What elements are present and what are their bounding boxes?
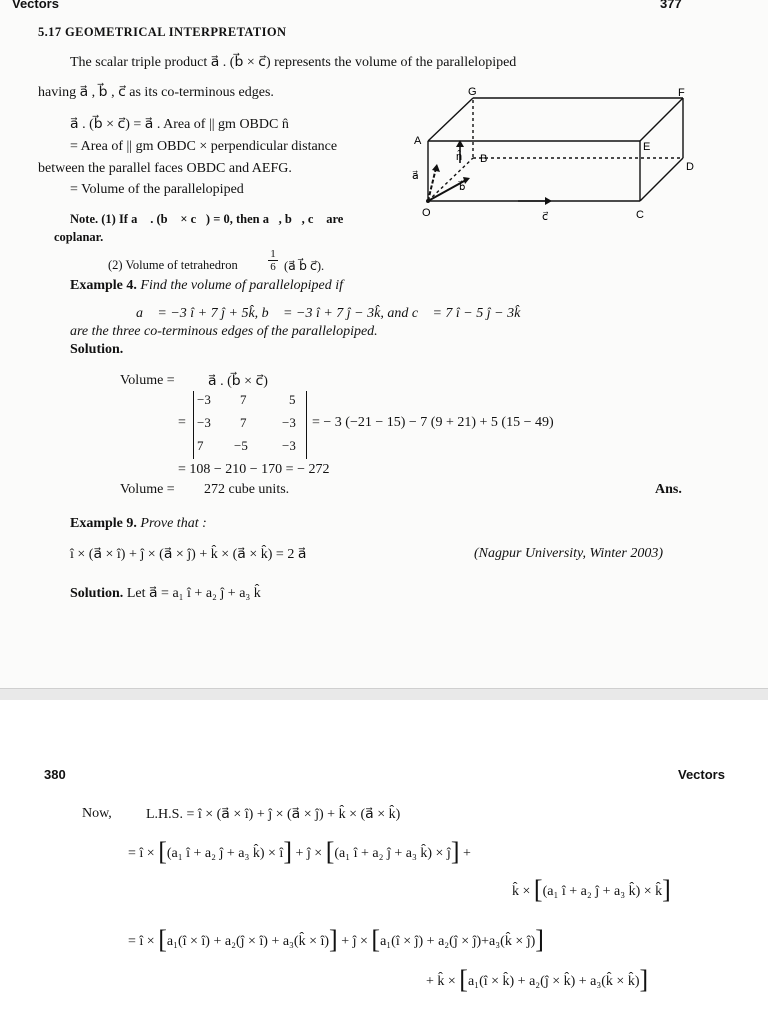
solution-2-label: Solution. <box>70 586 124 601</box>
label-c: c⃗ <box>542 211 549 223</box>
line-5-part: + k̂ × <box>426 974 456 989</box>
matrix-cell: −5 <box>234 438 248 453</box>
result-line: = 108 − 210 − 170 = − 272 <box>178 462 330 477</box>
matrix-cell: −3 <box>282 415 296 430</box>
example-9-source: (Nagpur University, Winter 2003) <box>474 546 663 561</box>
vector-c-arrowhead <box>545 197 552 205</box>
determinant-expansion: = − 3 (−21 − 15) − 7 (9 + 21) + 5 (15 − 49) <box>312 415 554 430</box>
answer-mark: Ans. <box>655 482 682 497</box>
label-O: O <box>422 207 431 219</box>
volume-final-value: 272 cube units. <box>204 482 290 497</box>
line-2-bracket-1: (a₁ î + a₂ ĵ + a₃ k̂) × î <box>166 846 284 861</box>
parallelopiped-diagram <box>408 86 708 226</box>
determinant-equals: = <box>178 415 186 430</box>
line-3-part: k̂ × <box>512 884 531 899</box>
matrix-cell: 5 <box>289 392 296 407</box>
example-4-vectors: a⃗ = −3 î + 7 ĵ + 5k̂, b⃗ = −3 î + 7 ĵ − 3k̂, and c⃗ = 7 î − 5 ĵ − 3k̂ <box>136 306 521 321</box>
volume-expression: a⃗ . (b⃗ × c⃗) <box>208 374 268 389</box>
example-9-heading <box>70 516 207 532</box>
line-2-part-1: = î × <box>128 846 155 861</box>
expansion-line-5: + k̂ × [a₁(î × k̂) + a₂(ĵ × k̂) + a₃(k̂ × k̂)] <box>426 965 649 994</box>
note-line-1: Note. (1) If a⃗ . (b⃗ × c⃗) = 0, then a⃗, b⃗, c⃗ are <box>70 212 344 226</box>
label-F: F <box>678 87 685 99</box>
line-4-part-1: = î × <box>128 934 155 949</box>
vector-a-arrowhead <box>432 164 440 172</box>
edge-CD <box>640 158 683 201</box>
section-title: 5.17 GEOMETRICAL INTERPRETATION <box>38 25 287 39</box>
example-9-label: Example 9. <box>70 516 137 531</box>
solution-2-line <box>70 585 261 602</box>
solution-label: Solution. <box>70 342 124 357</box>
label-G: G <box>468 86 477 98</box>
label-A: A <box>414 135 422 147</box>
line-4-part-2: + ĵ × <box>341 934 368 949</box>
example-9-text: Prove that : <box>140 516 207 531</box>
example-4-label: Example 4. <box>70 278 137 293</box>
matrix-cell: 7 <box>240 415 247 430</box>
vector-a <box>428 168 436 201</box>
page-number: 377 <box>660 0 682 11</box>
label-n: n̂ <box>456 151 463 163</box>
expansion-line-4: = î × [a₁(î × î) + a₂(ĵ × î) + a₃(k̂ × î)] + ĵ × [a₁(î × ĵ) + a₂(ĵ × ĵ)+a₃(k̂ × ĵ)] <box>128 925 544 954</box>
line-2-part-2: + ĵ × <box>295 846 323 861</box>
line-3-bracket: (a₁ î + a₂ ĵ + a₃ k̂) × k̂ <box>542 884 663 899</box>
matrix-cell: −3 <box>197 392 211 407</box>
intro-line-2: having a⃗ , b⃗ , c⃗ as its co-terminous edges. <box>38 85 274 100</box>
equation-2: = Area of || gm OBDC × perpendicular distance <box>70 139 338 154</box>
edge-EF <box>640 98 683 141</box>
matrix-cell: −3 <box>282 438 296 453</box>
equation-1: a⃗ . (b⃗ × c⃗) = a⃗ . Area of || gm OBDC n̂ <box>70 117 289 132</box>
example-4-heading <box>70 278 343 294</box>
equation-3: between the parallel faces OBDC and AEFG. <box>38 161 292 176</box>
fraction <box>268 248 278 273</box>
label-D: D <box>686 161 694 173</box>
line-5-bracket: a₁(î × k̂) + a₂(ĵ × k̂) + a₃(k̂ × k̂) <box>467 974 640 989</box>
solution-2-text: Let a⃗ = a₁ î + a₂ ĵ + a₃ k̂ <box>126 586 261 601</box>
page-380 <box>0 700 768 1024</box>
running-header-left: Vectors <box>12 0 59 11</box>
expansion-line-3: k̂ × [(a₁ î + a₂ ĵ + a₃ k̂) × k̂] <box>512 875 671 904</box>
line-4-bracket-2: a₁(î × ĵ) + a₂(ĵ × ĵ)+a₃(k̂ × ĵ) <box>380 934 536 949</box>
fraction-numerator: 1 <box>268 248 278 261</box>
label-a: a⃗ <box>412 170 419 182</box>
line-2-tail: + <box>463 846 471 861</box>
line-2-bracket-2: (a₁ î + a₂ ĵ + a₃ k̂) × ĵ <box>334 846 451 861</box>
label-B: B <box>480 153 488 165</box>
expansion-line-2: = î × [(a₁ î + a₂ ĵ + a₃ k̂) × î] + ĵ × [(a₁ î + a₂ ĵ + a₃ k̂) × ĵ] + <box>128 837 471 866</box>
now-label: Now, <box>82 806 112 821</box>
intro-line-1: The scalar triple product a⃗ . (b⃗ × c⃗) represents the volume of the parallelopiped <box>70 55 517 70</box>
matrix-cell: 7 <box>240 392 247 407</box>
note-line-2: coplanar. <box>54 230 104 244</box>
fraction-denominator: 6 <box>270 261 276 273</box>
determinant-matrix <box>193 391 307 459</box>
note-2-suffix: (a⃗ b⃗ c⃗). <box>284 259 325 273</box>
volume-final-label: Volume = <box>120 482 175 497</box>
note-2-text: (2) Volume of tetrahedron <box>108 258 238 272</box>
lhs-line: L.H.S. = î × (a⃗ × î) + ĵ × (a⃗ × ĵ) + k̂ × (a⃗ × k̂) <box>146 807 401 822</box>
matrix-cell: 7 <box>197 438 204 453</box>
edge-AG <box>428 98 473 141</box>
label-C: C <box>636 209 644 221</box>
page-2-running-header: Vectors <box>678 767 725 782</box>
page-2-number: 380 <box>44 767 66 782</box>
label-b: b⃗ <box>459 182 466 193</box>
example-4-line-3: are the three co-terminous edges of the parallelopiped. <box>70 324 378 339</box>
label-E: E <box>643 141 651 153</box>
origin-point <box>426 199 430 203</box>
example-9-equation: î × (a⃗ × î) + ĵ × (a⃗ × ĵ) + k̂ × (a⃗ × k̂) = 2 a⃗ <box>70 547 307 562</box>
volume-label: Volume = <box>120 373 175 388</box>
equation-4: = Volume of the parallelopiped <box>70 182 244 197</box>
line-4-bracket-1: a₁(î × î) + a₂(ĵ × î) + a₃(k̂ × î) <box>166 934 330 949</box>
matrix-cell: −3 <box>197 415 211 430</box>
example-4-text: Find the volume of parallelopiped if <box>140 278 343 293</box>
